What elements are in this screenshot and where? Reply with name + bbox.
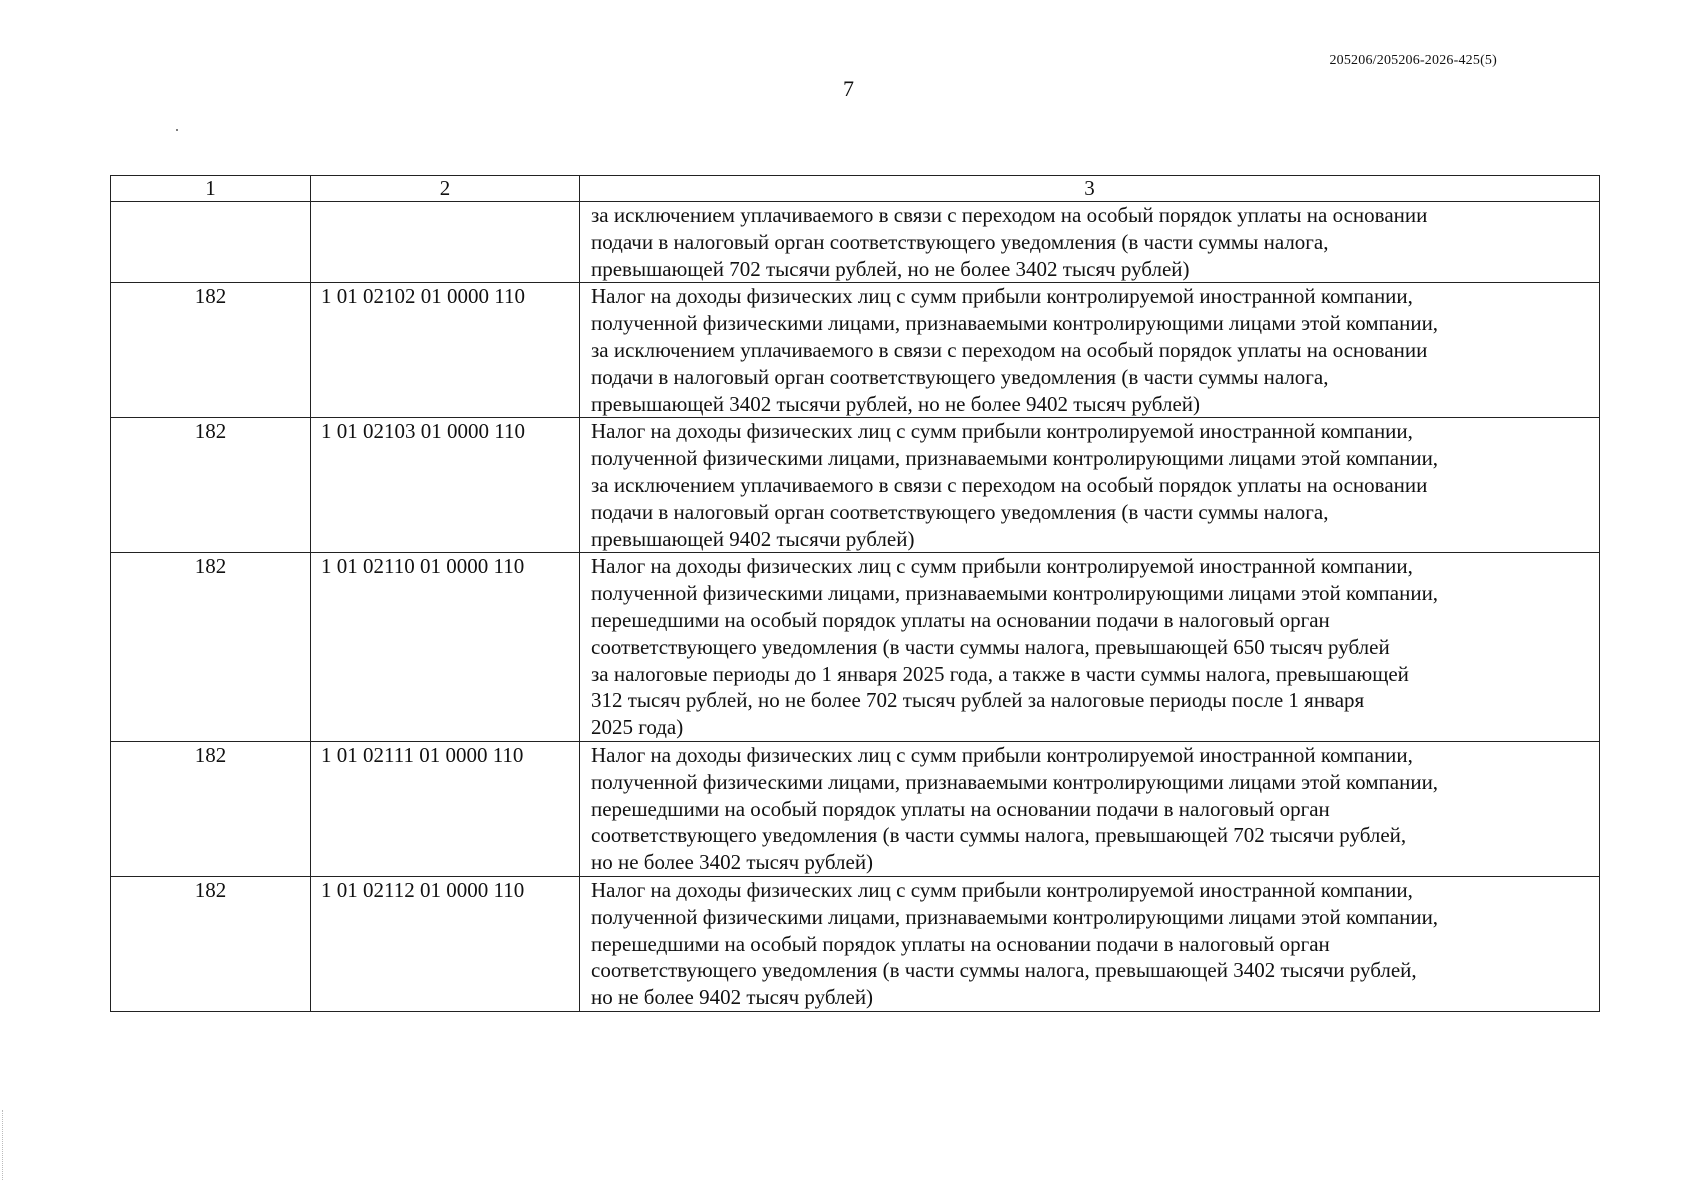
budget-code-cell [311, 283, 580, 418]
budget-code: 1 01 02112 01 0000 110 [321, 877, 525, 902]
admin-code-cell [111, 202, 311, 283]
budget-code: 1 01 02111 01 0000 110 [321, 742, 524, 767]
table-row [111, 553, 1600, 742]
scan-edge-marks [2, 1110, 5, 1180]
column-header-3: 3 [580, 176, 1600, 202]
description-cell [580, 418, 1600, 553]
budget-code-cell [311, 202, 580, 283]
page-number: 7 [843, 76, 854, 101]
document-id: 205206/205206-2026-425(5) [1329, 53, 1497, 68]
budget-code-cell [311, 741, 580, 876]
column-header-2: 2 [311, 176, 580, 202]
table-row [111, 418, 1600, 553]
description-text: Налог на доходы физических лиц с сумм прибыли контролируемой иностранной компании, полученной физическими лицами, признаваемыми контролирующими лицами этой компании, за исключением уплачиваемого в связи с переходом на особый порядок уплаты на основании подачи в налоговый орган соответствующего уведомления (в части суммы налога, превышающей 9402 тысячи рублей) [591, 419, 1439, 551]
scan-speck [176, 129, 178, 131]
description-text: Налог на доходы физических лиц с сумм прибыли контролируемой иностранной компании, полученной физическими лицами, признаваемыми контролирующими лицами этой компании, перешедшими на особый порядок уплаты на основании подачи в налоговый орган соответствующего уведомления (в части суммы налога, превышающей 650 тысяч рублей за налоговые периоды до 1 января 2025 года, а также в части суммы налога, превышающей 312 тысяч рублей, но не более 702 тысяч рублей за налоговые периоды после 1 января 2025 года) [591, 554, 1439, 740]
description-cell [580, 741, 1600, 876]
table-header-row [111, 176, 1600, 202]
description-cell [580, 876, 1600, 1011]
description-text: за исключением уплачиваемого в связи с переходом на особый порядок уплаты на основании подачи в налоговый орган соответствующего уведомления (в части суммы налога, превышающей 702 тысячи рублей, но не более 3402 тысяч рублей) [591, 203, 1428, 281]
description-cell [580, 553, 1600, 742]
budget-code: 1 01 02110 01 0000 110 [321, 554, 525, 579]
budget-code-cell [311, 876, 580, 1011]
description-text: Налог на доходы физических лиц с сумм прибыли контролируемой иностранной компании, полученной физическими лицами, признаваемыми контролирующими лицами этой компании, за исключением уплачиваемого в связи с переходом на особый порядок уплаты на основании подачи в налоговый орган соответствующего уведомления (в части суммы налога, превышающей 3402 тысячи рублей, но не более 9402 тысяч рублей) [591, 284, 1439, 416]
admin-code-cell: 182 [111, 283, 311, 418]
budget-code: 1 01 02102 01 0000 110 [321, 284, 525, 309]
description-cell [580, 283, 1600, 418]
admin-code-cell: 182 [111, 876, 311, 1011]
budget-codes-table [110, 175, 1600, 1012]
column-header-1: 1 [111, 176, 311, 202]
table-row [111, 876, 1600, 1011]
table-row [111, 741, 1600, 876]
admin-code-cell: 182 [111, 553, 311, 742]
table-row [111, 202, 1600, 283]
admin-code-cell: 182 [111, 418, 311, 553]
description-text: Налог на доходы физических лиц с сумм прибыли контролируемой иностранной компании, полученной физическими лицами, признаваемыми контролирующими лицами этой компании, перешедшими на особый порядок уплаты на основании подачи в налоговый орган соответствующего уведомления (в части суммы налога, превышающей 3402 тысячи рублей, но не более 9402 тысяч рублей) [591, 877, 1439, 1010]
table-row [111, 283, 1600, 418]
budget-code-cell [311, 553, 580, 742]
description-text: Налог на доходы физических лиц с сумм прибыли контролируемой иностранной компании, полученной физическими лицами, признаваемыми контролирующими лицами этой компании, перешедшими на особый порядок уплаты на основании подачи в налоговый орган соответствующего уведомления (в части суммы налога, превышающей 702 тысячи рублей, но не более 3402 тысяч рублей) [591, 742, 1439, 875]
description-cell [580, 202, 1600, 283]
budget-code: 1 01 02103 01 0000 110 [321, 419, 525, 444]
admin-code-cell: 182 [111, 741, 311, 876]
budget-code-cell [311, 418, 580, 553]
